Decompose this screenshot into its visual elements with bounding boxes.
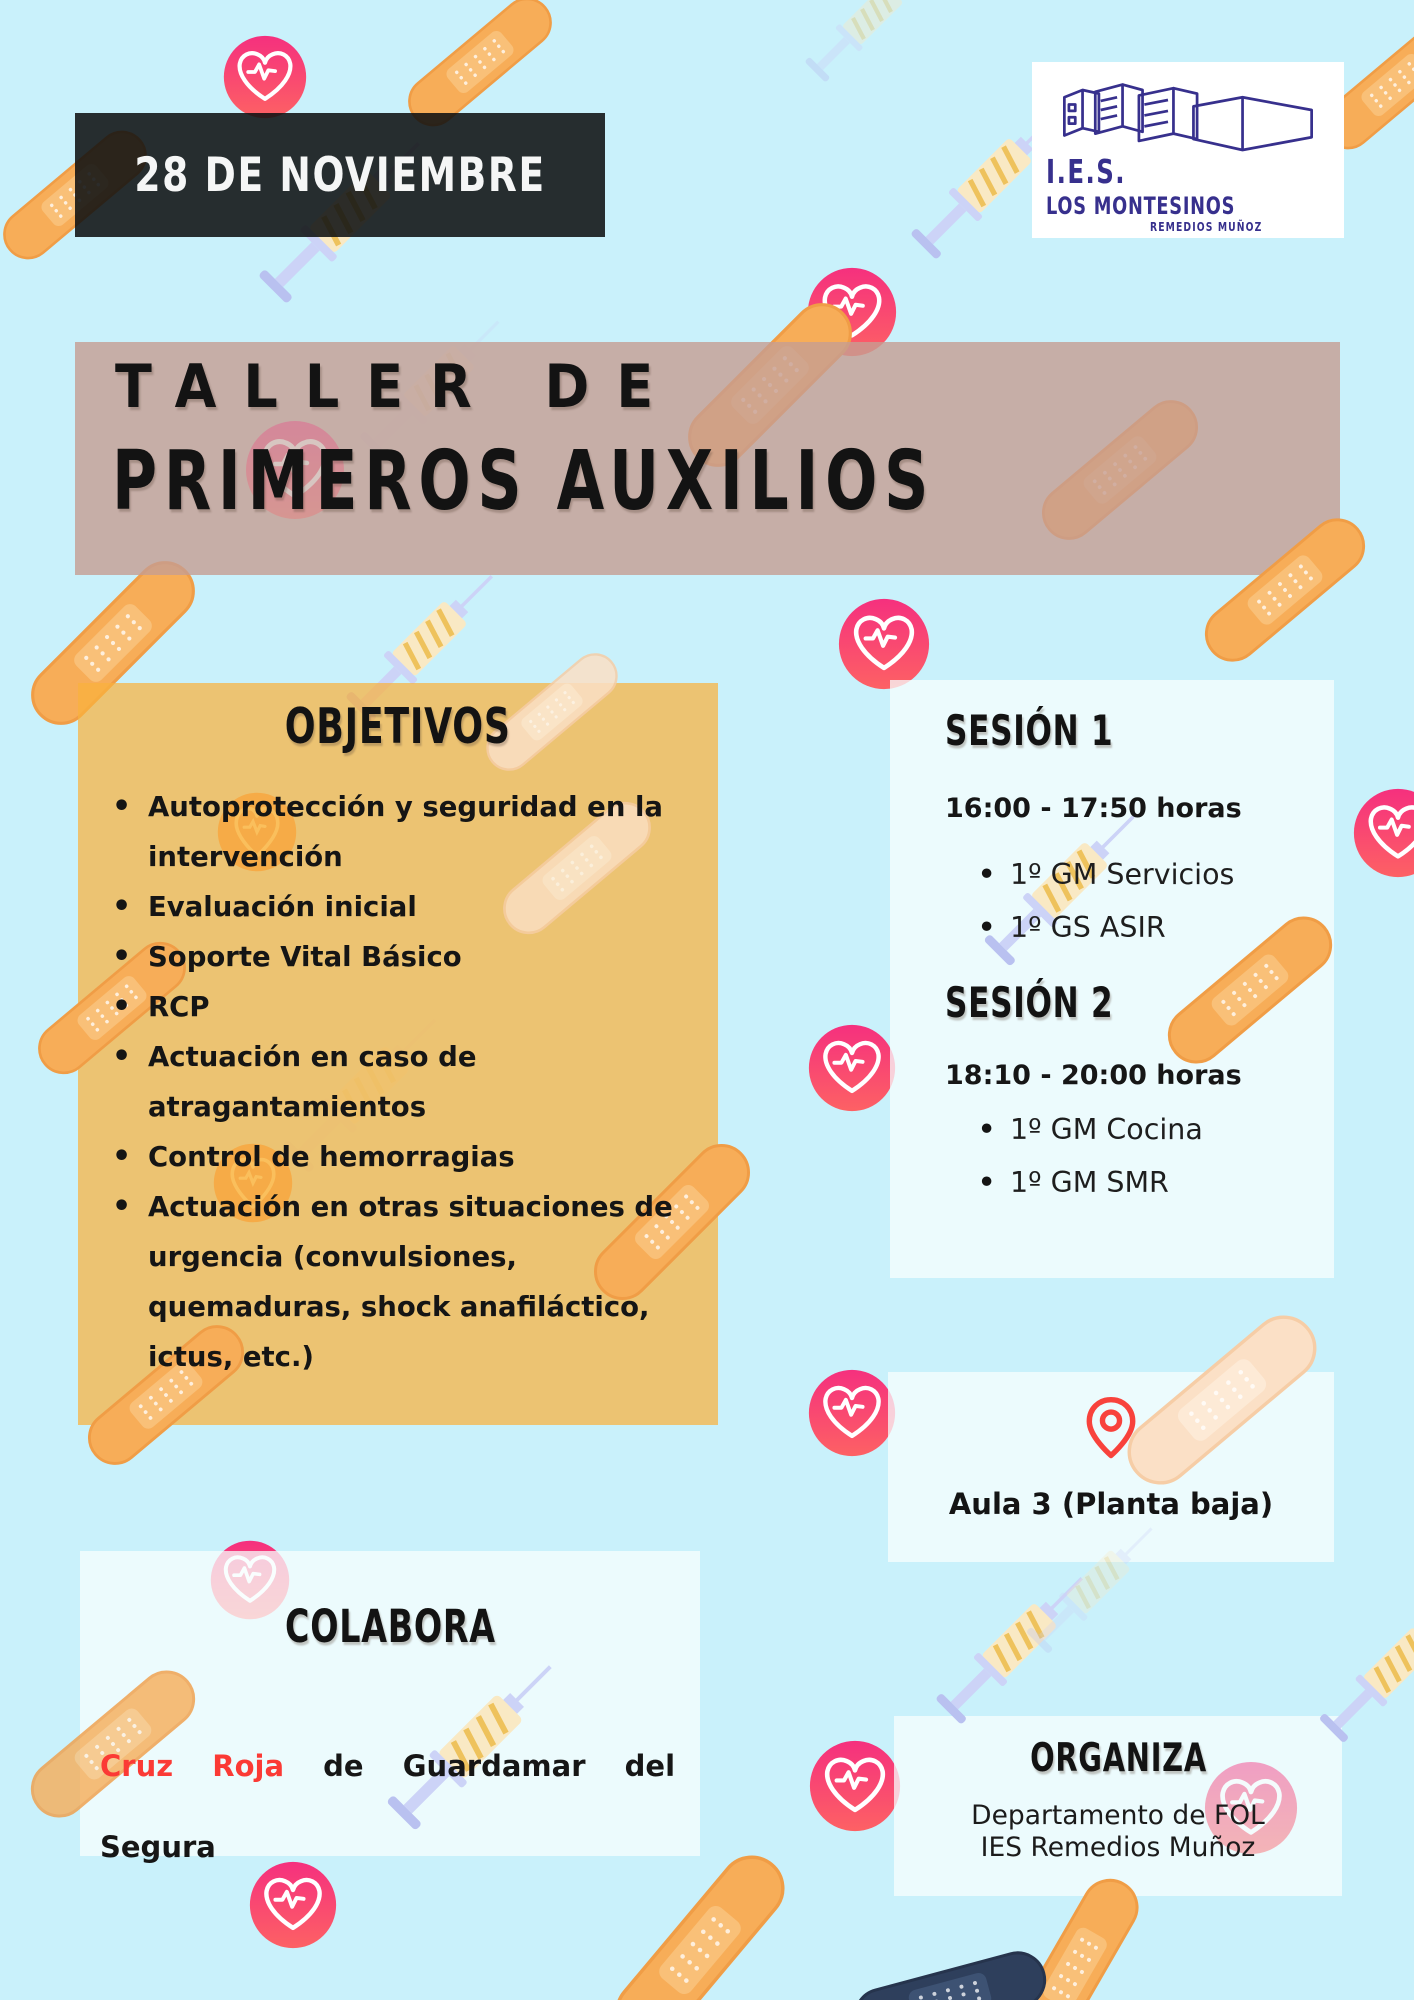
session1-heading-wrap xyxy=(945,706,1173,755)
group-item: • 1º GS ASIR xyxy=(1010,901,1234,954)
group-item: • 1º GM Servicios xyxy=(1010,848,1234,901)
objective-item: • Soporte Vital Básico xyxy=(108,932,676,982)
session1-heading: SESIÓN 1 xyxy=(945,706,1114,755)
cruz-roja-highlight: Cruz Roja xyxy=(100,1749,285,1783)
objective-item: • Actuación en otras situaciones de urgencia (convulsiones, quemaduras, shock anafiláctico, ictus, etc.) xyxy=(108,1182,676,1382)
organizer-heading: ORGANIZA xyxy=(1029,1736,1207,1781)
logo-school-name: LOS MONTESINOS xyxy=(1046,192,1236,220)
session2-heading: SESIÓN 2 xyxy=(945,978,1114,1027)
session1-groups xyxy=(1010,848,1234,954)
poster-title-line1: TALLER DE xyxy=(115,352,681,422)
logo-acronym: I.E.S. xyxy=(1046,152,1127,191)
workshop-date: 28 DE NOVIEMBRE xyxy=(134,147,546,203)
collaborator-rest: de Guardamar del Segura xyxy=(100,1749,676,1864)
objective-item: • Autoprotección y seguridad en la intervención xyxy=(108,782,676,882)
session2-heading-wrap xyxy=(945,978,1173,1027)
objective-item: • RCP xyxy=(108,982,676,1032)
objectives-heading: OBJETIVOS xyxy=(285,698,511,755)
objective-item: • Actuación en caso de atragantamientos xyxy=(108,1032,676,1132)
session1-time: 16:00 - 17:50 horas xyxy=(945,793,1242,824)
date-banner-text-wrap xyxy=(75,113,605,237)
collaborator-text xyxy=(100,1726,675,1888)
session2-groups xyxy=(1010,1103,1203,1209)
collaborator-heading: COLABORA xyxy=(284,1600,496,1653)
objectives-heading-wrap xyxy=(78,698,718,755)
logo-school-subname: REMEDIOS MUÑOZ xyxy=(1150,219,1263,234)
group-item: • 1º GM SMR xyxy=(1010,1156,1203,1209)
objective-item: • Evaluación inicial xyxy=(108,882,676,932)
organizer-heading-wrap xyxy=(894,1736,1342,1781)
map-pin-icon xyxy=(1080,1384,1142,1468)
location-text: Aula 3 (Planta baja) xyxy=(948,1487,1274,1521)
group-item: • 1º GM Cocina xyxy=(1010,1103,1203,1156)
session2-time: 18:10 - 20:00 horas xyxy=(945,1060,1242,1091)
objectives-list xyxy=(108,782,676,1382)
organizer-line1: Departamento de FOL xyxy=(971,1800,1265,1831)
collaborator-heading-wrap xyxy=(80,1600,700,1653)
objective-item: • Control de hemorragias xyxy=(108,1132,676,1182)
poster-title-line2: PRIMEROS AUXILIOS xyxy=(112,434,936,529)
organizer-line2: IES Remedios Muñoz xyxy=(980,1832,1256,1863)
